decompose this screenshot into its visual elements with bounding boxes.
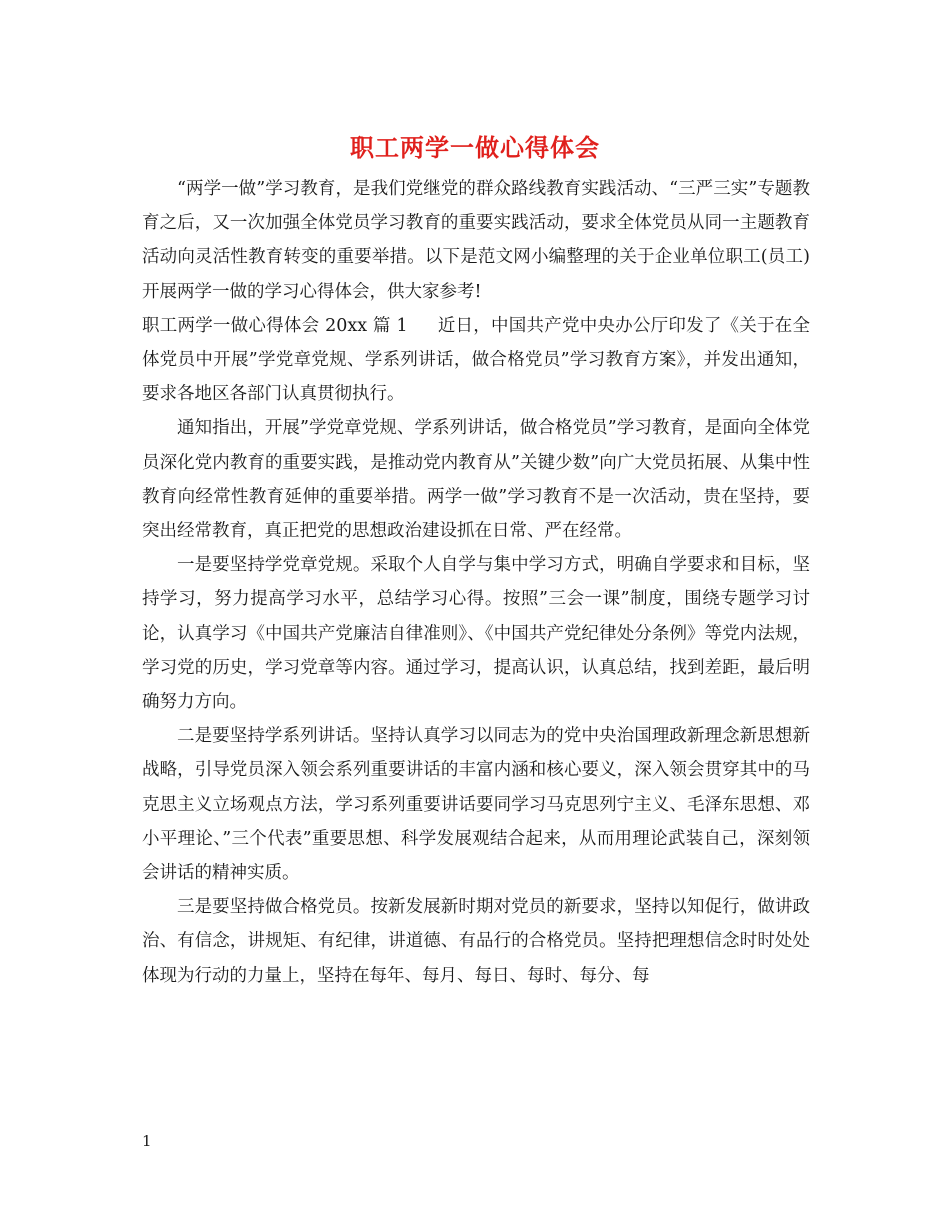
paragraph-first-point: 一是要坚持学党章党规。采取个人自学与集中学习方式，明确自学要求和目标，坚持学习，努力提高学习水平，总结学习心得。按照”三会一课”制度，围绕专题学习讨论，认真学习《中国共产党廉洁自律准则》、《中国共产党纪律处分条例》等党内法规，学习党的历史，学习党章等内容。通过学习，提高认识，认真总结，找到差距，最后明确努力方向。 — [142, 555, 810, 713]
document-body — [142, 172, 810, 993]
paragraph-notice: 通知指出，开展”学党章党规、学系列讲话，做合格党员”学习教育，是面向全体党员深化党内教育的重要实践，是推动党内教育从”关键少数”向广大党员拓展、从集中性教育向经常性教育延伸的重要举措。两学一做”学习教育不是一次活动，贵在坚持，要突出经常教育，真正把党的思想政治建设抓在日常、严在经常。 — [142, 418, 810, 542]
section-heading-paragraph — [142, 309, 810, 412]
page-number: 1 — [142, 1132, 152, 1150]
intro-paragraph: “两学一做”学习教育，是我们党继党的群众路线教育实践活动、“三严三实”专题教育之后，又一次加强全体党员学习教育的重要实践活动，要求全体党员从同一主题教育活动向灵活性教育转变的重要举措。以下是范文网小编整理的关于企业单位职工(员工)开展两学一做的学习心得体会，供大家参考! — [142, 179, 810, 302]
paragraph-third-point: 三是要坚持做合格党员。按新发展新时期对党员的新要求，坚持以知促行，做讲政治、有信念，讲规矩、有纪律，讲道德、有品行的合格党员。坚持把理想信念时时处处体现为行动的力量上，坚持在每年、每月、每日、每时、每分、每 — [142, 897, 810, 986]
paragraph-second-point: 二是要坚持学系列讲话。坚持认真学习以同志为的党中央治国理政新理念新思想新战略，引导党员深入领会系列重要讲话的丰富内涵和核心要义，深入领会贯穿其中的马克思主义立场观点方法，学习系列重要讲话要同学习马克思列宁主义、毛泽东思想、邓小平理论、”三个代表”重要思想、科学发展观结合起来，从而用理论武装自己，深刻领会讲话的精神实质。 — [142, 726, 810, 884]
section-paragraph-1: 近日，中国共产党中央办公厅印发了《关于在全体党员中开展”学党章党规、学系列讲话，做合格党员”学习教育方案》，并发出通知，要求各地区各部门认真贯彻执行。 — [142, 315, 810, 405]
section-heading: 职工两学一做心得体会 20xx 篇 1 — [142, 315, 408, 336]
document-title: 职工两学一做心得体会 — [350, 134, 600, 162]
